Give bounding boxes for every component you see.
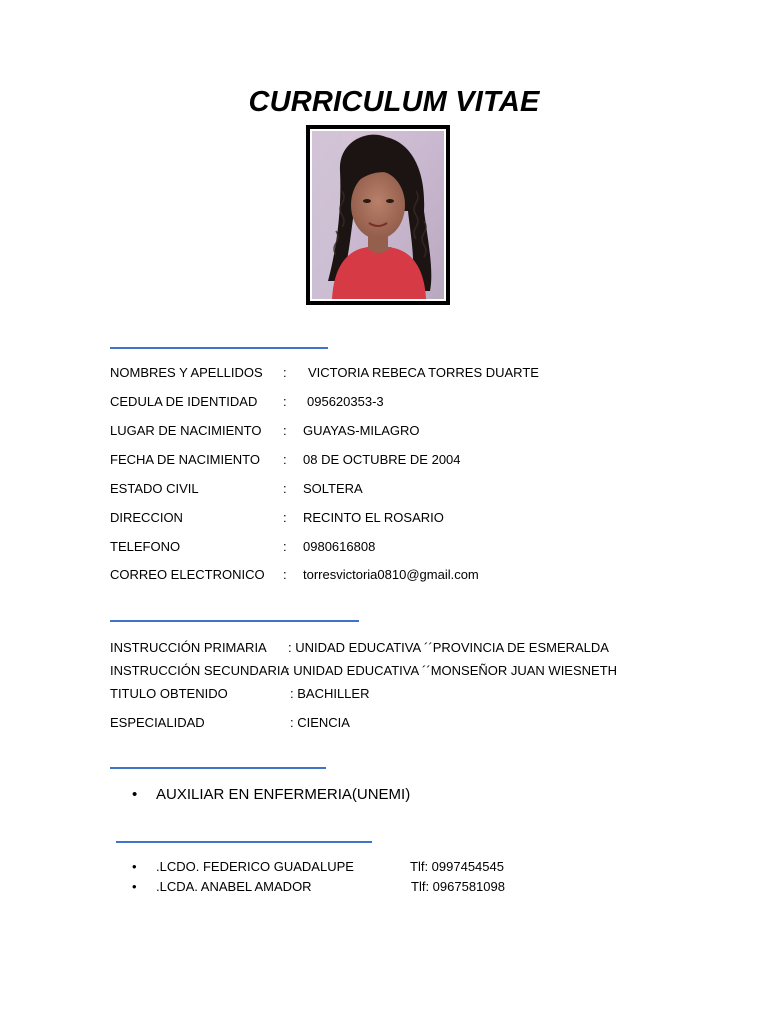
- reference-name: .LCDA. ANABEL AMADOR: [156, 879, 312, 894]
- field-label: ESTADO CIVIL: [110, 481, 199, 496]
- field-value: 08 DE OCTUBRE DE 2004: [303, 452, 461, 467]
- reference-phone: Tlf: 0967581098: [411, 879, 505, 894]
- section-divider-education: [110, 620, 359, 622]
- education-value: : BACHILLER: [290, 686, 370, 701]
- bullet-icon: •: [132, 786, 138, 803]
- education-label: ESPECIALIDAD: [110, 715, 205, 730]
- field-separator: :: [283, 423, 287, 438]
- field-label: LUGAR DE NACIMIENTO: [110, 423, 262, 438]
- section-divider-courses: [110, 767, 326, 769]
- section-divider-references: [116, 841, 372, 843]
- bullet-icon: •: [132, 859, 137, 874]
- field-value: VICTORIA REBECA TORRES DUARTE: [308, 365, 539, 380]
- field-separator: :: [283, 539, 287, 554]
- reference-name: .LCDO. FEDERICO GUADALUPE: [156, 859, 354, 874]
- field-value: 0980616808: [303, 539, 376, 554]
- field-value: GUAYAS-MILAGRO: [303, 423, 420, 438]
- profile-photo: [310, 129, 446, 301]
- field-separator: :: [283, 481, 287, 496]
- field-value: torresvictoria0810@gmail.com: [303, 567, 479, 582]
- document-title: CURRICULUM VITAE: [248, 86, 540, 118]
- field-separator: :: [283, 567, 287, 582]
- field-label: CEDULA DE IDENTIDAD: [110, 394, 258, 409]
- field-label: CORREO ELECTRONICO: [110, 567, 265, 582]
- field-label: TELEFONO: [110, 539, 181, 554]
- profile-photo-frame: [306, 125, 450, 305]
- education-label: INSTRUCCIÓN SECUNDARIA: [110, 663, 290, 678]
- field-separator: :: [283, 452, 287, 467]
- profile-photo-image: [312, 131, 444, 299]
- reference-phone: Tlf: 0997454545: [410, 859, 504, 874]
- section-divider-personal: [110, 347, 328, 349]
- education-label: INSTRUCCIÓN PRIMARIA: [110, 640, 267, 655]
- education-value: : UNIDAD EDUCATIVA ´´MONSEÑOR JUAN WIESNETH: [286, 663, 618, 678]
- bullet-icon: •: [132, 879, 137, 894]
- field-label: FECHA DE NACIMIENTO: [110, 452, 261, 467]
- field-value: SOLTERA: [303, 481, 363, 496]
- field-value: 095620353-3: [307, 394, 384, 409]
- field-separator: :: [283, 510, 287, 525]
- course-text: AUXILIAR EN ENFERMERIA(UNEMI): [156, 786, 411, 803]
- field-label: NOMBRES Y APELLIDOS: [110, 365, 263, 380]
- field-value: RECINTO EL ROSARIO: [303, 510, 444, 525]
- field-label: DIRECCION: [110, 510, 183, 525]
- field-separator: :: [283, 365, 287, 380]
- field-separator: :: [283, 394, 287, 409]
- education-value: : CIENCIA: [290, 715, 350, 730]
- education-value: : UNIDAD EDUCATIVA ´´PROVINCIA DE ESMERALDA: [288, 640, 609, 655]
- education-label: TITULO OBTENIDO: [110, 686, 228, 701]
